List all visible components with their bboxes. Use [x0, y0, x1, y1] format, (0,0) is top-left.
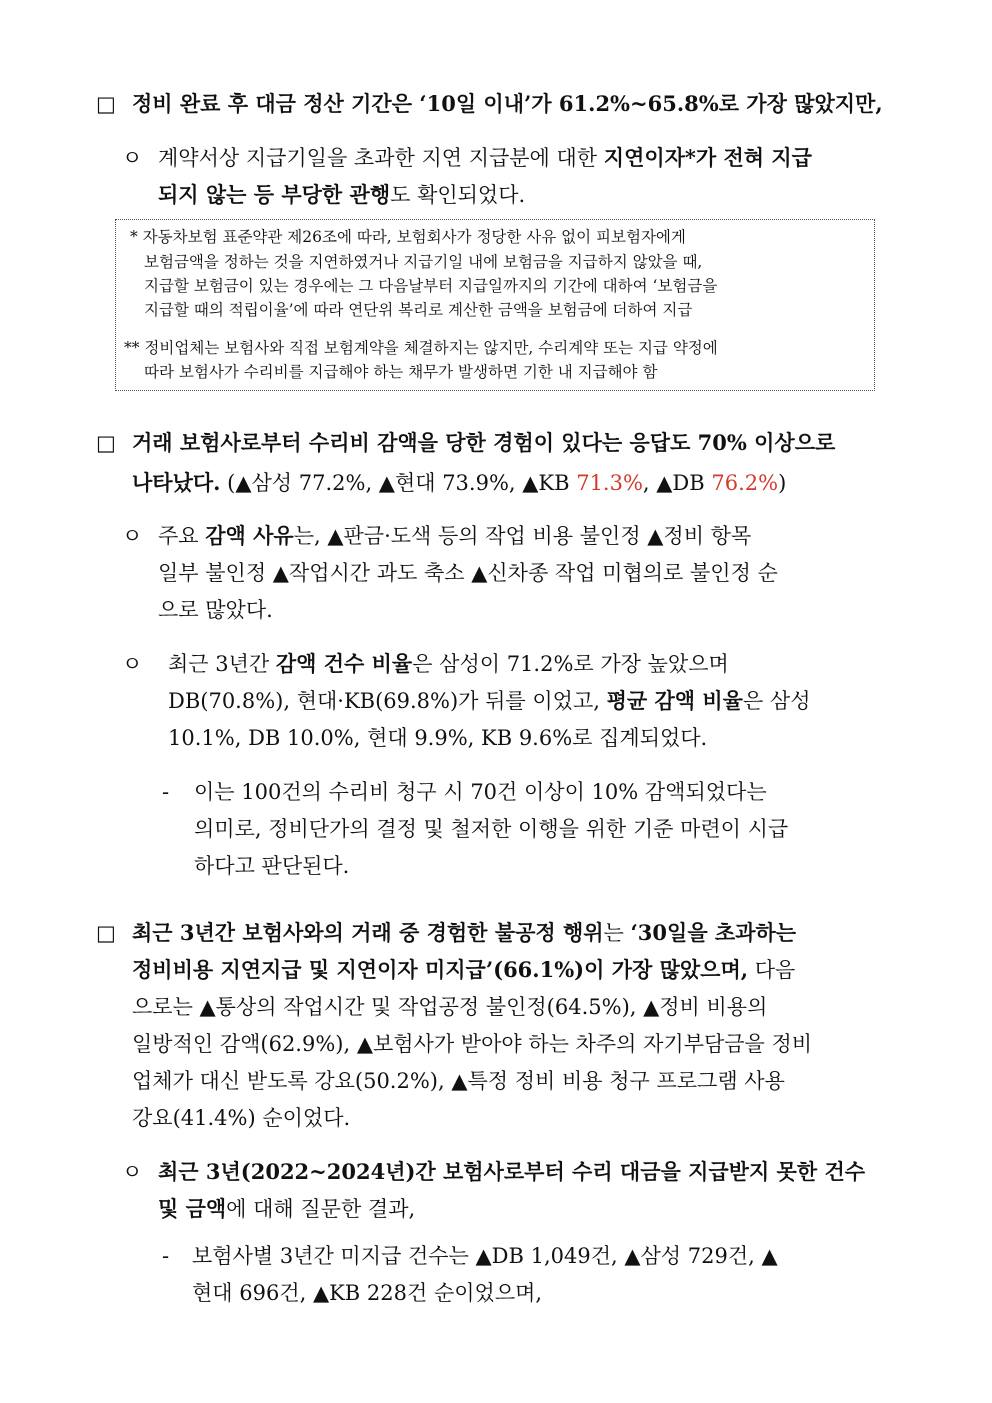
paragraph-line: 하다고 판단된다. [194, 854, 350, 878]
square-bullet: □ [96, 92, 116, 116]
emphasis-text: 되지 않는 등 부당한 관행 [158, 182, 391, 207]
emphasis-text: 정비비용 지연지급 및 지연이자 미지급’(66.1%)이 가장 많았으며, [132, 957, 749, 982]
paragraph-line: 보험사별 3년간 미지급 건수는 ▲DB 1,049건, ▲삼성 729건, ▲ [192, 1244, 778, 1268]
section-heading: 정비 완료 후 대금 정산 기간은 ‘10일 이내’가 61.2%~65.8%로 가장 많았지만, [132, 91, 883, 116]
dash-bullet: - [162, 1244, 170, 1268]
text-run: 주요 [158, 524, 206, 548]
text-run: , ▲DB [642, 471, 712, 495]
paragraph-line [158, 1194, 415, 1224]
circle-bullet: ㅇ [122, 652, 143, 676]
circle-bullet: ㅇ [122, 146, 143, 170]
emphasis-text: 나타났다. [132, 470, 221, 495]
paragraph-line: 현대 696건, ▲KB 228건 순이었으며, [192, 1281, 543, 1305]
text-run: (▲삼성 77.2%, ▲현대 73.9%, ▲KB [220, 471, 577, 495]
paragraph-line: 최근 3년(2022~2024년)간 보험사로부터 수리 대금을 지급받지 못한 건수 [158, 1159, 866, 1184]
circle-bullet: ㅇ [122, 1160, 143, 1184]
paragraph-line: 업체가 대신 받도록 강요(50.2%), ▲특정 정비 비용 청구 프로그램 사용 [132, 1069, 785, 1093]
square-bullet: □ [96, 431, 116, 455]
paragraph-line: 10.1%, DB 10.0%, 현대 9.9%, KB 9.6%로 집계되었다. [168, 726, 708, 750]
square-bullet: □ [96, 921, 116, 945]
emphasis-text: 감액 사유 [205, 523, 294, 548]
paragraph-line [132, 955, 795, 985]
text-run: 최근 3년간 [168, 652, 276, 676]
emphasis-text: 및 금액 [158, 1196, 227, 1221]
highlight-value: 76.2% [711, 471, 779, 495]
highlight-value: 71.3% [576, 471, 643, 495]
paragraph-line: 으로 많았다. [158, 598, 273, 622]
dash-bullet: - [162, 780, 170, 804]
text-run: 은 삼성 [742, 689, 811, 713]
text-run: 는 [603, 921, 631, 945]
text-run: 에 대해 질문한 결과, [226, 1197, 416, 1221]
paragraph-line: 이는 100건의 수리비 청구 시 70건 이상이 10% 감액되었다는 [194, 780, 767, 804]
paragraph-line: 의미로, 정비단가의 결정 및 철저한 이행을 위한 기준 마련이 시급 [194, 817, 789, 841]
footnote-line: * 자동차보험 표준약관 제26조에 따라, 보험회사가 정당한 사유 없이 피보험자에게 [130, 228, 686, 246]
emphasis-text: 평균 감액 비율 [606, 688, 743, 713]
footnote-box [115, 219, 875, 391]
section-heading [132, 918, 796, 948]
footnote-line: 지급할 보험금이 있는 경우에는 그 다음날부터 지급일까지의 기간에 대하여 ‘보험금을 [144, 277, 718, 295]
footnote-line: 보험금액을 정하는 것을 지연하였거나 지급기일 내에 보험금을 지급하지 않았을 때, [144, 253, 703, 271]
text-run: 다음 [748, 958, 796, 982]
footnote-line: 따라 보험사가 수리비를 지급해야 하는 채무가 발생하면 기한 내 지급해야 함 [144, 363, 658, 381]
footnote-line: 지급할 때의 적립이율’에 따라 연단위 복리로 계산한 금액을 보험금에 더하여 지급 [144, 301, 693, 319]
emphasis-text: 최근 3년간 보험사와의 거래 중 경험한 [132, 920, 495, 945]
section-heading: 거래 보험사로부터 수리비 감액을 당한 경험이 있다는 응답도 70% 이상으로 [132, 430, 836, 455]
paragraph-line [158, 143, 812, 173]
emphasis-text: ‘30일을 초과하는 [630, 920, 797, 945]
footnote-line: ** 정비업체는 보험사와 직접 보험계약을 체결하지는 않지만, 수리계약 또는 지급 약정에 [124, 339, 718, 357]
paragraph-line: 일방적인 감액(62.9%), ▲보험사가 받아야 하는 차주의 자기부담금을 정비 [132, 1032, 813, 1056]
paragraph-line [158, 521, 751, 551]
paragraph-line [132, 468, 786, 498]
text-run: 은 삼성이 71.2%로 가장 높았으며 [412, 652, 729, 676]
paragraph-line [168, 649, 729, 679]
paragraph-line: 강요(41.4%) 순이었다. [132, 1106, 351, 1130]
circle-bullet: ㅇ [122, 524, 143, 548]
paragraph-line [168, 686, 811, 716]
text-run: ) [778, 471, 787, 495]
emphasis-text: 지연이자*가 전혀 지급 [603, 145, 812, 170]
text-run: 계약서상 지급기일을 초과한 지연 지급분에 대한 [158, 146, 604, 170]
emphasis-text: 감액 건수 비율 [275, 651, 413, 676]
text-run: DB(70.8%), 현대·KB(69.8%)가 뒤를 이었고, [168, 689, 607, 713]
paragraph-line [158, 180, 525, 210]
emphasis-text: 불공정 행위 [494, 920, 604, 945]
paragraph-line: 으로는 ▲통상의 작업시간 및 작업공정 불인정(64.5%), ▲정비 비용의 [132, 995, 768, 1019]
text-run: 는, ▲판금·도색 등의 작업 비용 불인정 ▲정비 항목 [293, 524, 752, 548]
text-run: 도 확인되었다. [390, 183, 526, 207]
paragraph-line: 일부 불인정 ▲작업시간 과도 축소 ▲신차종 작업 미협의로 불인정 순 [158, 561, 778, 585]
